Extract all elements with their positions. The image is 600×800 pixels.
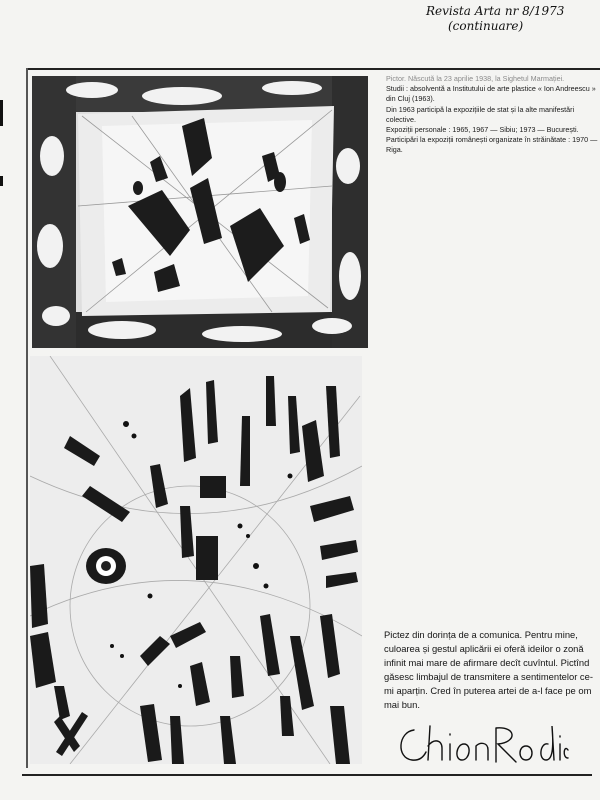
bio-line-personal-exhibitions: Expoziții personale : 1965, 1967 — Sibiu; 1973 — București. — [386, 125, 579, 135]
handwritten-note-line-2: (continuare) — [448, 19, 524, 33]
painting-bottom-artwork — [30, 356, 362, 764]
abstract-painting-top — [32, 76, 368, 348]
artist-biography — [386, 74, 598, 156]
bio-line-exhibitions-since: Din 1963 participă la expozițiile de stat și la alte manifestări colective. — [386, 104, 575, 124]
handwritten-issue-note — [426, 4, 596, 34]
page-frame-top-edge — [26, 68, 600, 70]
handwritten-note-line-1: Revista Arta nr 8/1973 — [426, 4, 565, 18]
artist-signature — [392, 720, 572, 768]
page-frame-left-edge — [26, 68, 28, 768]
page-edge-mark — [0, 176, 3, 186]
painting-top-artwork — [32, 76, 368, 348]
bio-line-birth: Pictor. Născută la 23 aprilie 1938, la Sighetul Marmației. — [386, 74, 565, 83]
page-edge-mark — [0, 100, 3, 126]
bio-line-foreign-exhibitions: Participări la expoziții românești organizate în străinătate : 1970 — Riga. — [386, 135, 598, 155]
page-bottom-rule — [22, 774, 592, 776]
artist-statement: Pictez din dorința de a comunica. Pentru mine, culoarea și gestul aplicării ei oferă ideilor o zonă infinit mai mare de afirmare decît cuvîntul. Pictînd găsesc limbajul de transmitere a sentimentelor ce-mi aparțin. Cred în puterea artei de a-l face pe om mai bun. — [384, 629, 593, 710]
signature-handwriting — [392, 720, 572, 768]
abstract-painting-bottom — [30, 356, 362, 764]
bio-line-studies: Studii : absolventă a Institutului de arte plastice « Ion Andreescu » din Cluj (1963). — [386, 84, 596, 104]
